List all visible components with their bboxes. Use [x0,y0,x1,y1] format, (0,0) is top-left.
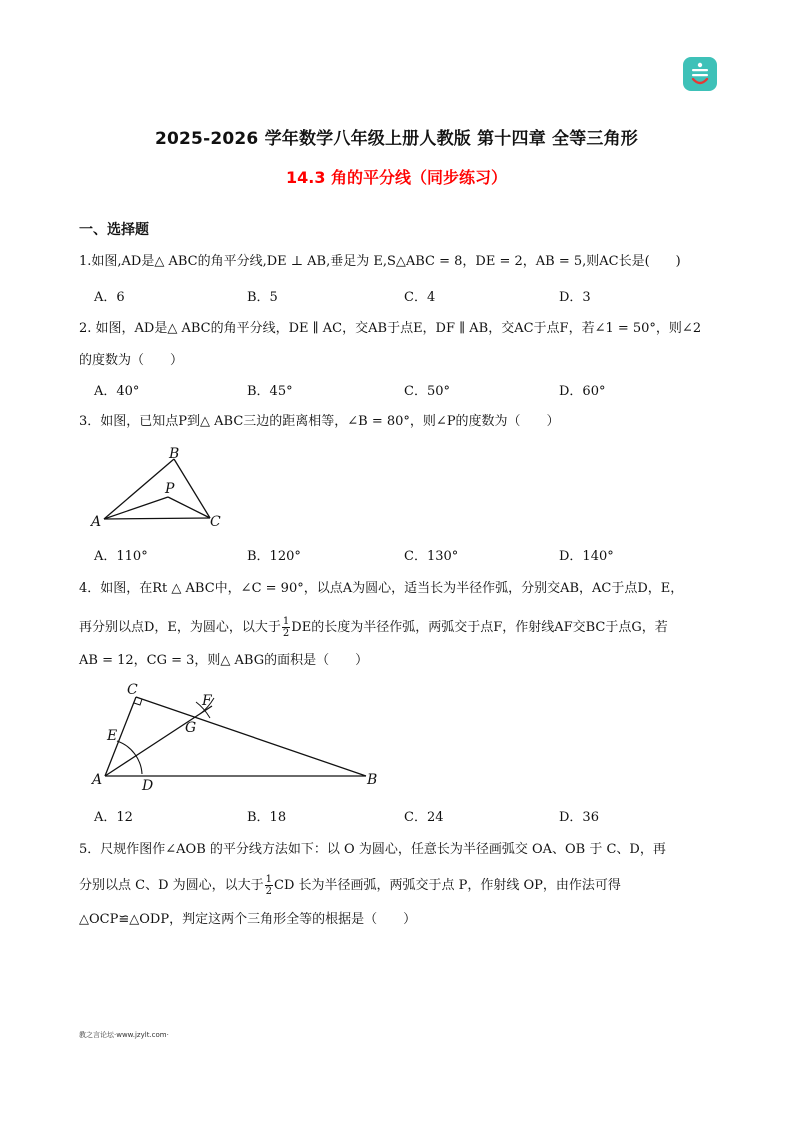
label-d: D [142,778,154,794]
question-4-text-cont2: AB = 12，CG = 3，则△ ABG的面积是（ ） [79,653,369,668]
q4-option-d: D．36 [559,810,599,825]
fraction-half: $\frac{1}{2}$ [282,616,290,639]
q3-option-a: A．110° [94,549,148,564]
q2-option-d: D．60° [559,384,606,399]
q1-option-c: C．4 [404,290,436,305]
page-subtitle: 14.3 角的平分线（同步练习） [285,168,508,187]
label-c: C [210,514,221,530]
right-triangle-figure [90,678,390,796]
triangle-p-figure [88,444,238,536]
label-f: F [202,693,212,709]
q3-option-b: B．120° [247,549,301,564]
question-2-text: 2. 如图，AD是△ ABC的角平分线，DE ∥ AC，交AB于点E，DF ∥ AB，交AC于点F，若∠1 = 50°，则∠2 [79,321,702,336]
label-e: E [107,728,118,744]
question-5-text: 5．尺规作图作∠AOB 的平分线方法如下：以 O 为圆心，任意长为半径画弧交 OA、OB 于 C、D，再 [79,842,666,857]
q2-option-c: C．50° [404,384,450,399]
q3-option-d: D．140° [559,549,614,564]
q1-option-b: B．5 [247,290,278,305]
page-title: 2025-2026 学年数学八年级上册人教版 第十四章 全等三角形 [154,129,639,149]
q1-option-a: A．6 [94,290,125,305]
q3-option-c: C．130° [404,549,459,564]
q4-option-c: C．24 [404,810,444,825]
question-5-text-cont: 分别以点 C、D 为圆心，以大于 $\frac{1}{2}$ CD 长为半径画弧，两弧交于点 P，作射线 OP，由作法可得 [79,874,621,897]
question-5-text-cont2: △OCP≌△ODP，判定这两个三角形全等的根据是（ ） [79,912,417,927]
fraction-half-2: $\frac{1}{2}$ [265,874,273,897]
label-c: C [127,682,138,698]
footer-source: 教之言论坛·www.jzylt.com· [79,1031,169,1039]
q2-option-a: A．40° [94,384,140,399]
q1-option-d: D．3 [559,290,591,305]
q4-option-a: A．12 [94,810,133,825]
label-a: A [91,514,102,530]
question-2-text-cont: 的度数为（ ） [79,353,184,368]
label-p: P [165,481,175,497]
book-logo-icon [683,57,717,91]
question-3-text: 3．如图，已知点P到△ ABC三边的距离相等，∠B = 80°，则∠P的度数为（ ） [79,414,560,429]
q4-option-b: B．18 [247,810,287,825]
label-b: B [367,772,378,788]
section-title: 一、选择题 [79,222,149,238]
label-g: G [185,720,197,736]
question-1-text: 1.如图,AD是△ ABC的角平分线,DE ⊥ AB,垂足为 E,S△ABC = 8，DE = 2，AB = 5,则AC长是( ) [79,254,681,269]
question-4-text: 4．如图，在Rt △ ABC中，∠C = 90°，以点A为圆心，适当长为半径作弧，分别交AB，AC于点D，E， [79,581,684,596]
question-4-text-cont: 再分别以点D，E，为圆心，以大于 $\frac{1}{2}$ DE的长度为半径作弧，两弧交于点F，作射线AF交BC于点G，若 [79,616,668,639]
q2-option-b: B．45° [247,384,293,399]
label-b: B [169,446,180,462]
label-a: A [92,772,103,788]
